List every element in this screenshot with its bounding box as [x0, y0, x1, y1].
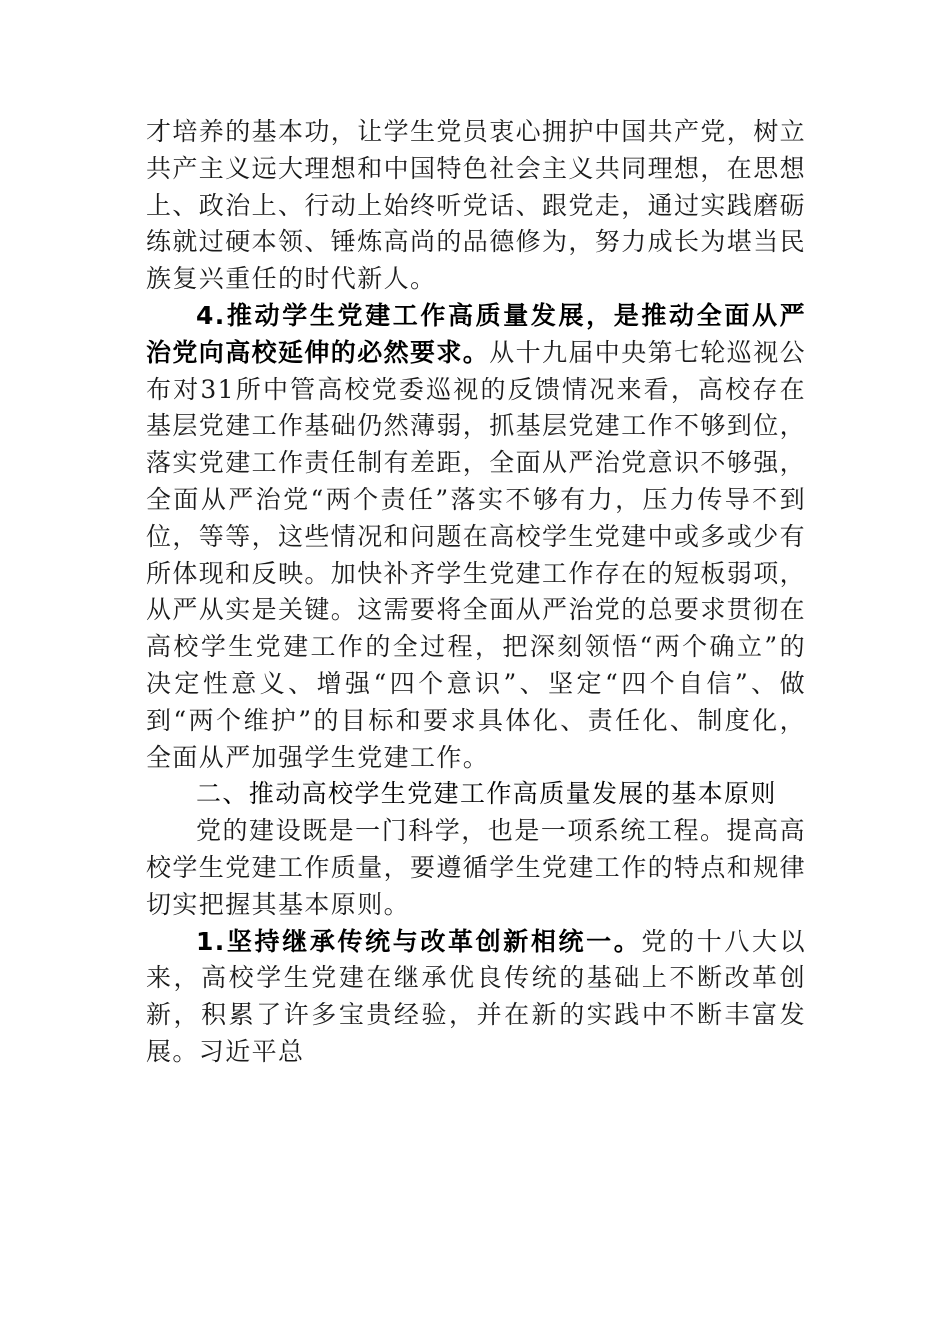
document-body	[146, 114, 806, 1071]
paragraph-text: 从十九届中央第七轮巡视公布对31所中管高校党委巡视的反馈情况来看，高校存在基层党建工作基础仍然薄弱，抓基层党建工作不够到位，落实党建工作责任制有差距，全面从严治党意识不够强，全面从严治党“两个责任”落实不够有力，压力传导不到位，等等，这些情况和问题在高校学生党建中或多或少有所体现和反映。加快补齐学生党建工作存在的短板弱项，从严从实是关键。这需要将全面从严治党的总要求贯彻在高校学生党建工作的全过程，把深刻领悟“两个确立”的决定性意义、增强“四个意识”、坚定“四个自信”、做到“两个维护”的目标和要求具体化、责任化、制度化，全面从严加强学生党建工作。	[146, 337, 807, 772]
paragraph-text: 党的建设既是一门科学，也是一项系统工程。提高高校学生党建工作质量，要遵循学生党建工作的特点和规律切实把握其基本原则。	[146, 816, 807, 919]
paragraph-intro	[146, 813, 806, 923]
paragraph-lead-bold: 1.坚持继承传统与改革创新相统一。	[196, 926, 642, 956]
paragraph-lead-bold: 4.推动学生党建工作高质量发展，是推动全面从严治党向高校延伸的必然要求。	[146, 300, 806, 367]
paragraph-point-1	[146, 924, 806, 1071]
paragraph-point-4	[146, 298, 806, 776]
paragraph-continued	[146, 114, 806, 298]
paragraph-text: 才培养的基本功，让学生党员衷心拥护中国共产党，树立共产主义远大理想和中国特色社会主义共同理想，在思想上、政治上、行动上始终听党话、跟党走，通过实践磨砺练就过硬本领、锤炼高尚的品德修为，努力成长为堪当民族复兴重任的时代新人。	[146, 117, 807, 294]
paragraph-text: 党的十八大以来，高校学生党建在继承优良传统的基础上不断改革创新，积累了许多宝贵经验，并在新的实践中不断丰富发展。习近平总	[146, 926, 806, 1066]
section-heading: 二、推动高校学生党建工作高质量发展的基本原则	[196, 779, 777, 809]
